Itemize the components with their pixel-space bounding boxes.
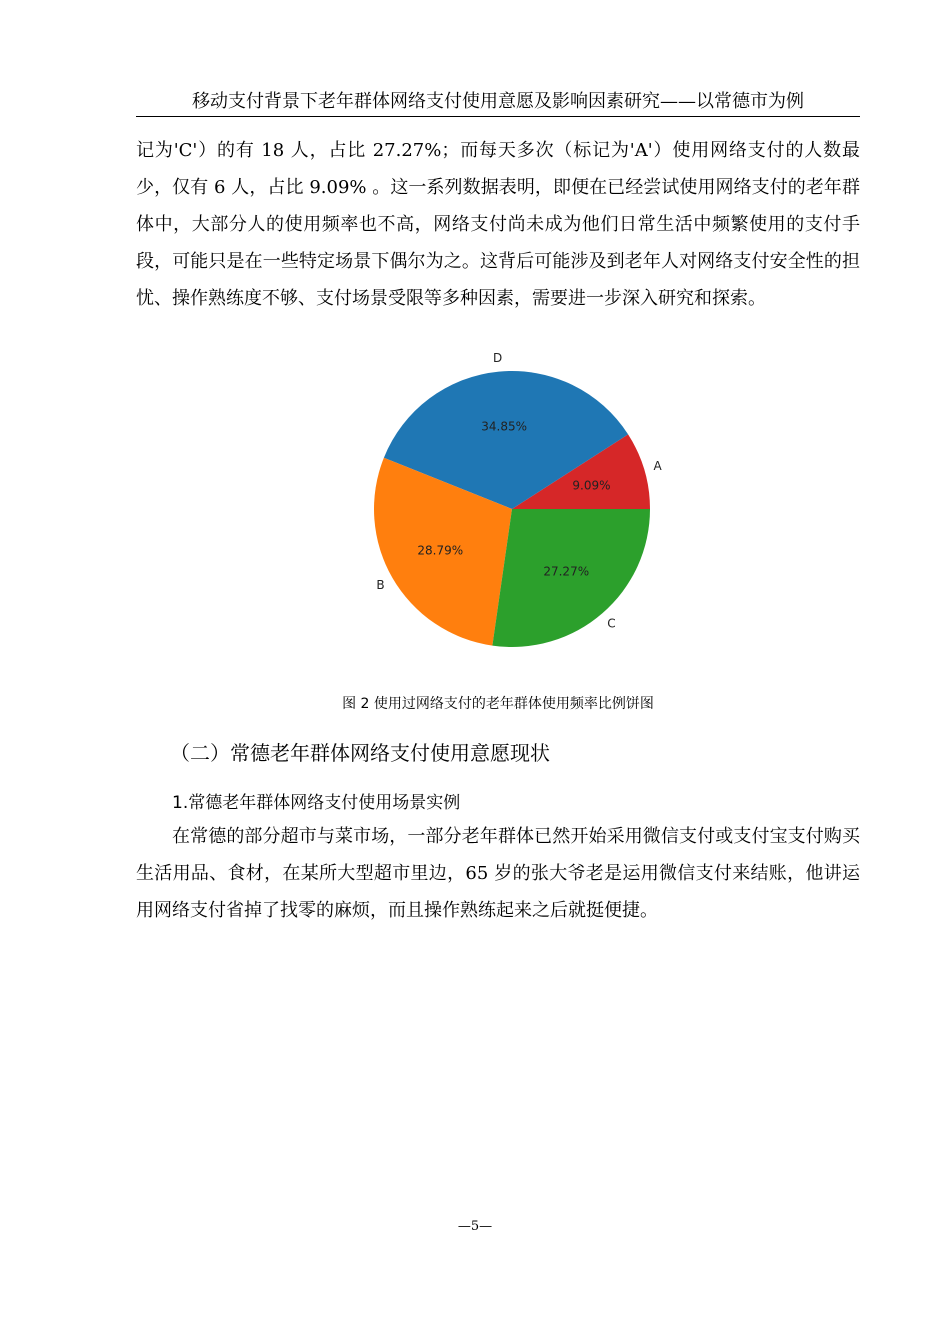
pie-percent-label-A: 9.09%: [572, 478, 611, 493]
pie-category-label-B: B: [376, 577, 385, 592]
subsection-heading: 1.常德老年群体网络支付使用场景实例: [172, 793, 461, 813]
page-number: —5—: [457, 1219, 493, 1234]
pie-chart: [330, 350, 690, 678]
pie-category-label-A: A: [653, 459, 662, 474]
body-paragraph: 在常德的部分超市与菜市场，一部分老年群体已然开始采用微信支付或支付宝支付购买生活用品、食材，在某所大型超市里边，65 岁的张大爷老是运用微信支付来结账，他讲运用网络支付省掉了找零的麻烦，而且操作熟练起来之后就挺便捷。: [136, 826, 860, 921]
figure-caption: 图 2 使用过网络支付的老年群体使用频率比例饼图: [342, 696, 654, 712]
section-heading: （二）常德老年群体网络支付使用意愿现状: [170, 741, 550, 765]
body-paragraph: 记为'C'）的有 18 人，占比 27.27%；而每天多次（标记为'A'）使用网络支付的人数最少，仅有 6 人，占比 9.09% 。这一系列数据表明，即便在已经尝试使用网络支付的老年群体中，大部分人的使用频率也不高，网络支付尚未成为他们日常生活中频繁使用的支付手段，可能只是在一些特定场景下偶尔为之。这背后可能涉及到老年人对网络支付安全性的担忧、操作熟练度不够、支付场景受限等多种因素，需要进一步深入研究和探索。: [136, 140, 860, 309]
pie-percent-label-B: 28.79%: [417, 543, 464, 558]
pie-category-label-D: D: [492, 350, 503, 365]
running-header: 移动支付背景下老年群体网络支付使用意愿及影响因素研究——以常德市为例: [192, 91, 804, 112]
pie-percent-label-C: 27.27%: [543, 564, 590, 579]
pie-category-label-C: C: [607, 616, 616, 631]
header-rule: [136, 116, 860, 117]
pie-percent-label-D: 34.85%: [481, 419, 528, 434]
